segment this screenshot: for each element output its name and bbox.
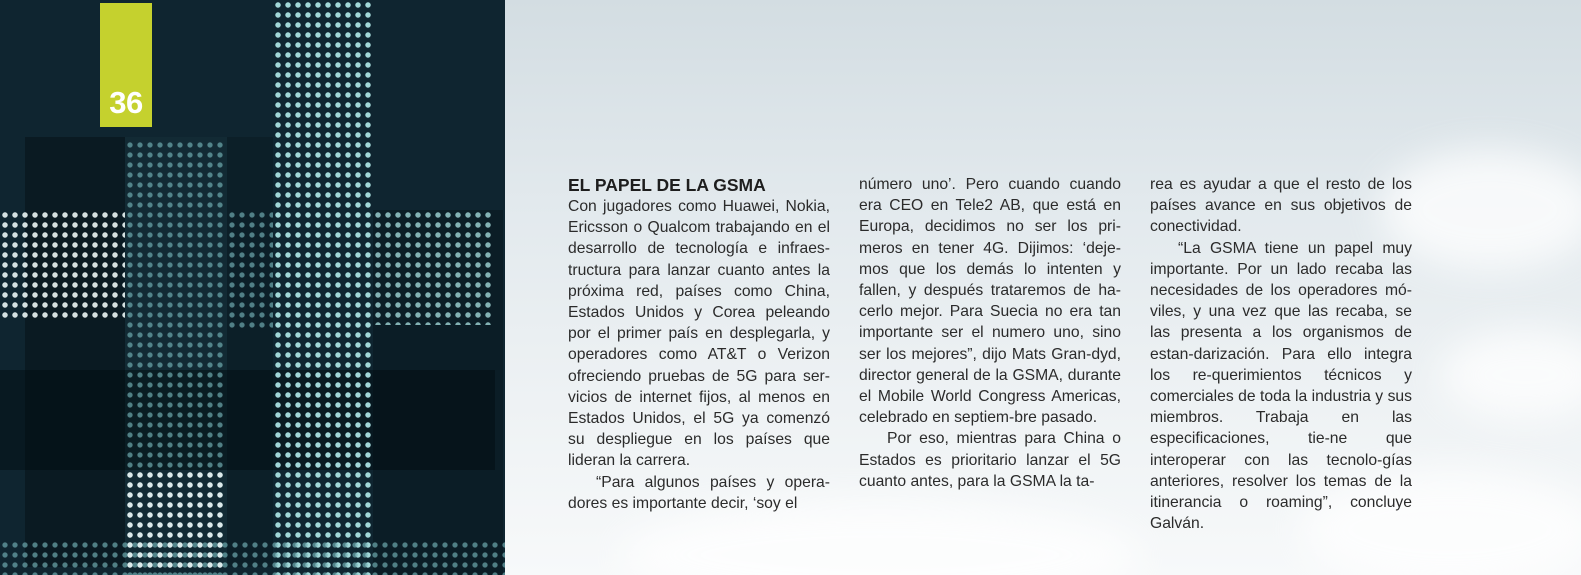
section-heading: EL PAPEL DE LA GSMA: [568, 175, 766, 195]
pixel-dot-artwork: [0, 0, 505, 575]
dot-band: [227, 210, 273, 330]
page-number: 36: [109, 85, 143, 120]
article-body: [568, 174, 1413, 533]
art-block: [0, 370, 495, 470]
paragraph: rea es ayudar a que el resto de los países avance en sus objetivos de conectividad.: [1150, 176, 1412, 236]
art-block: [227, 137, 273, 567]
dot-band: [373, 210, 493, 325]
paragraph: “La GSMA tiene un papel muy importante. Por un lado recaba las necesidades de los operadores mó-viles, y una vez que las recaba, se las presenta a los organismos de estan-darización. Para ello integra los re-querimientos técnicos y comerciales de toda la industria y sus miembros. Trabaja en las especificaciones, tie-ne que interoperar con las tecnolo-gías anteriores, resolver los temas de la itinerancia o roaming”, concluye Galván.: [1150, 239, 1412, 533]
paragraph: Con jugadores como Huawei, Nokia, Ericsson o Qualcom trabajando en el desarrollo de tecnología e infraes-tructura para lanzar cuanto antes la próxima red, países como China, Estados Unidos y Corea peleando por el primer país en desplegarla, y operadores como AT&T o Verizon ofreciendo pruebas de 5G para ser-vicios de internet fijos, al menos en Estados Unidos, el 5G ya comenzó su despliegue en los países que lideran la carrera.: [568, 198, 830, 470]
article-column: [859, 174, 1121, 524]
art-block: [25, 137, 125, 567]
dot-band: [0, 210, 125, 320]
paragraph: Por eso, mientras para China o Estados es prioritario lanzar el 5G cuanto antes, para la GSMA la ta-: [859, 430, 1121, 490]
paragraph: “Para algunos países y opera-dores es importante decir, ‘soy el: [568, 473, 830, 512]
cloud: [1440, 330, 1581, 420]
paragraph: número uno’. Pero cuando cuando era CEO en Tele2 AB, que está en Europa, decidimos no ser los pri-meros en tener 4G. Dijimos: ‘deje-mos que los demás lo intenten y fallen, y después trataremos de ha-cerlo mejor. Para Suecia no era tan importante ser el numero uno, sino ser los mejores”, dijo Mats Gran-dyd, director general de la GSMA, durante el Mobile World Congress Americas, celebrado en septiem-bre pasado.: [859, 176, 1121, 427]
dot-column: [273, 0, 373, 575]
article-column: [568, 174, 830, 524]
dot-band: [0, 540, 505, 575]
article-column: [1150, 174, 1412, 533]
page-number-tab: [100, 3, 152, 127]
